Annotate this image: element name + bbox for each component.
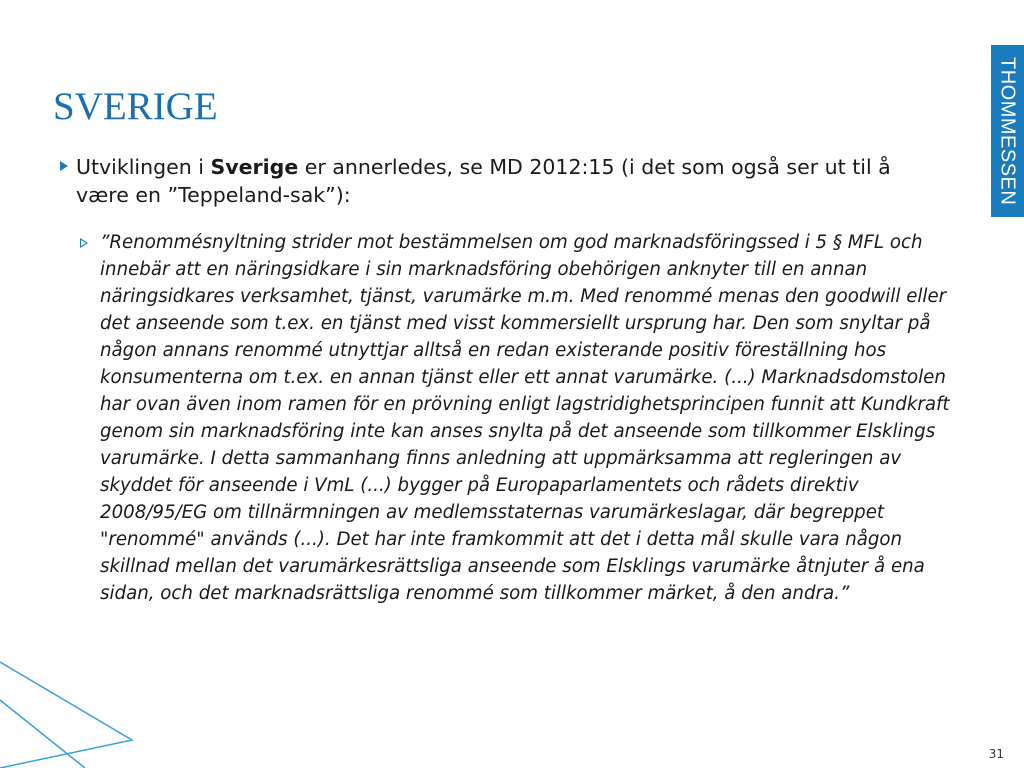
logo-text: THOMMESSEN (996, 56, 1019, 206)
bullet1-bold: Sverige (210, 155, 299, 179)
decorative-line-lower (0, 700, 85, 768)
page-number: 31 (988, 747, 1004, 761)
bullet-level-1 (60, 153, 930, 209)
bullet1-prefix: Utviklingen i (76, 155, 211, 179)
bullet1-suffix: er annerledes, se MD 2012:15 (i det som også ser ut til å være en ”Teppeland-sak”): (76, 155, 891, 207)
bullet-hollow-arrow-icon (80, 238, 88, 248)
quote-text: ”Renommésnyltning strider mot bestämmelsen om god marknadsföringssed i 5 § MFL och innebär att en näringsidkare i sin marknadsföring obehörigen anknyter till en annan näringsidkares verksamhet, tjänst, varumärke m.m. Med renommé menas den goodwill eller det anseende som t.ex. en tjänst med visst kommersiellt ursprung har. Den som snyltar på någon annans renommé utnyttjar alltså en redan existerande positiv föreställning hos konsumenterna om t.ex. en annan tjänst eller ett annat varumärke. (...) Marknadsdomstolen har ovan även inom ramen för en prövning enligt lagstridighetsprincipen funnit att Kundkraft genom sin marknadsföring inte kan anses snylta på det anseende som tillkommer Elsklings varumärke. I detta sammanhang finns anledning att uppmärksamma att regleringen av skyddet för anseende i VmL (...) bygger på Europaparlamentets och rådets direktiv 2008/95/EG om tillnärmningen av medlemsstaternas varumärkeslagar, där begreppet "renommé" används (...). Det har inte framkommit att det i detta mål skulle vara någon skillnad mellan det varumärkesrättsliga anseende som Elsklings varumärke åtnjuter å ena sidan, och det marknadsrättsliga renommé som tillkommer märket, å den andra.” (100, 232, 950, 604)
bullet-arrow-icon (60, 161, 68, 171)
bullet-level-1-text (76, 153, 930, 209)
thommessen-logo (991, 45, 1024, 217)
decorative-line-upper (0, 662, 132, 768)
bullet-level-2 (80, 229, 960, 607)
slide-title: SVERIGE (53, 85, 218, 128)
